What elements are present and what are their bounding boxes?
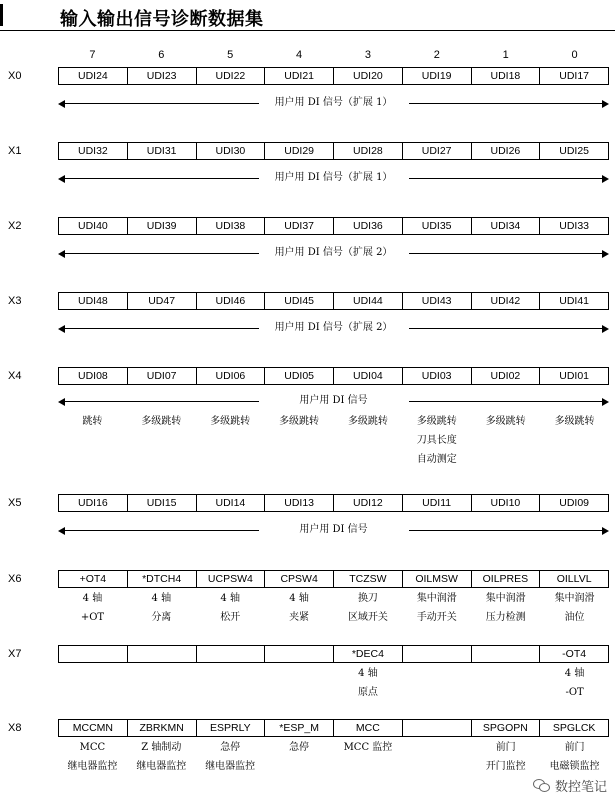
chat-bubble-icon — [533, 779, 551, 793]
watermark-text: 数控笔记 — [554, 780, 607, 795]
description-line: 手动开关 — [416, 612, 457, 623]
description-line: MCC 监控 — [343, 742, 393, 753]
signal-cell: UDI11 — [403, 495, 472, 511]
description-line: 多级跳转 — [485, 416, 526, 427]
signal-cell: *ESP_M — [265, 720, 334, 736]
description-column — [402, 664, 471, 702]
description-line: 自动测定 — [416, 454, 457, 465]
signal-cell: UDI23 — [128, 68, 197, 84]
signal-cell: UDI26 — [472, 143, 541, 159]
signal-cell: SPGOPN — [472, 720, 541, 736]
signal-cell: UDI18 — [472, 68, 541, 84]
bit-cells — [58, 645, 609, 663]
description-column — [471, 589, 540, 627]
description-column — [265, 412, 334, 469]
signal-cell: *DTCH4 — [128, 571, 197, 587]
description-line: 压力检测 — [485, 612, 526, 623]
description-column — [471, 664, 540, 702]
signal-cell: UDI45 — [265, 293, 334, 309]
signal-cell — [59, 646, 128, 662]
span-arrow — [58, 394, 609, 410]
signal-cell: UDI22 — [197, 68, 266, 84]
description-line: 油位 — [564, 612, 585, 623]
description-column — [58, 664, 127, 702]
description-column — [127, 664, 196, 702]
span-note: 用户用 DI 信号（扩展 2） — [274, 247, 393, 258]
signal-cell: UDI43 — [403, 293, 472, 309]
description-line: 多级跳转 — [554, 416, 595, 427]
signal-cell: OILLVL — [556, 573, 592, 585]
description-line: 4 轴 — [564, 668, 585, 679]
description-line: 集中润滑 — [554, 593, 595, 604]
signal-cell: UDI46 — [197, 293, 266, 309]
bit-number: 2 — [433, 49, 440, 61]
row-address-label: X1 — [8, 145, 22, 157]
description-column — [540, 589, 609, 627]
description-line: 4 轴 — [151, 593, 172, 604]
description-line: 多级跳转 — [279, 416, 320, 427]
signal-cell: UDI24 — [59, 68, 128, 84]
row-address-label: X2 — [8, 220, 22, 232]
bit-number: 6 — [158, 49, 165, 61]
page-title: 输入输出信号诊断数据集 — [60, 9, 264, 30]
description-column — [196, 664, 265, 702]
signal-cell: UDI34 — [472, 218, 541, 234]
description-column — [58, 412, 127, 469]
description-line: 刀具长度 — [416, 435, 457, 446]
bit-number: 4 — [296, 49, 303, 61]
description-column — [127, 412, 196, 469]
bit-cells — [58, 367, 609, 385]
signal-cell: UDI40 — [59, 218, 128, 234]
signal-cell: UDI42 — [472, 293, 541, 309]
description-column — [196, 738, 265, 776]
signal-cell: UDI30 — [197, 143, 266, 159]
span-note: 用户用 DI 信号（扩展 2） — [274, 322, 393, 333]
span-note: 用户用 DI 信号 — [299, 395, 368, 406]
bit-number: 7 — [89, 49, 96, 61]
description-line: 电磁锁监控 — [549, 761, 600, 772]
signal-cell: UDI44 — [334, 293, 403, 309]
bit-number: 0 — [571, 49, 578, 61]
signal-cell — [472, 646, 541, 662]
signal-cell: UDI05 — [265, 368, 334, 384]
description-column — [265, 738, 334, 776]
description-column — [540, 738, 609, 776]
description-line: 4 轴 — [220, 593, 240, 604]
signal-cell: UDI29 — [265, 143, 334, 159]
signal-cell — [403, 646, 472, 662]
description-column — [402, 589, 471, 627]
signal-cell: OILPRES — [472, 571, 541, 587]
signal-cell: UD47 — [128, 293, 197, 309]
signal-cell: UDI27 — [403, 143, 472, 159]
description-line: -OT — [565, 687, 584, 698]
signal-cell: SPGLCK — [552, 722, 596, 734]
description-line: 继电器监控 — [205, 761, 256, 772]
signal-cell: UDI31 — [128, 143, 197, 159]
description-line: Z 轴制动 — [141, 742, 182, 753]
description-line: 前门 — [495, 742, 516, 753]
signal-cell: ESPRLY — [197, 720, 266, 736]
description-line: 原点 — [357, 687, 378, 698]
description-column — [471, 412, 540, 469]
bit-cells — [58, 570, 609, 588]
description-column — [127, 589, 196, 627]
description-column — [540, 412, 609, 469]
signal-cell: UDI13 — [265, 495, 334, 511]
signal-cell: MCCMN — [59, 720, 128, 736]
signal-cell: UDI03 — [403, 368, 472, 384]
signal-cell: UDI37 — [265, 218, 334, 234]
signal-cell: MCC — [334, 720, 403, 736]
description-line: 集中润滑 — [416, 593, 457, 604]
bit-descriptions — [58, 412, 609, 469]
bit-cells — [58, 292, 609, 310]
row-address-label: X4 — [8, 370, 22, 382]
description-line: 4 轴 — [358, 668, 378, 679]
description-line: 换刀 — [357, 593, 378, 604]
description-column — [265, 664, 334, 702]
description-line: MCC — [79, 742, 106, 753]
span-note: 用户用 DI 信号（扩展 1） — [274, 97, 393, 108]
signal-cell: *DEC4 — [334, 646, 403, 662]
span-arrow — [58, 171, 609, 187]
row-address-label: X3 — [8, 295, 22, 307]
signal-cell: UDI14 — [197, 495, 266, 511]
description-line: 4 轴 — [289, 593, 309, 604]
description-column — [402, 738, 471, 776]
span-arrow — [58, 523, 609, 539]
signal-cell: TCZSW — [334, 571, 403, 587]
span-note: 用户用 DI 信号 — [299, 524, 368, 535]
signal-cell: UDI06 — [197, 368, 266, 384]
description-line: 急停 — [289, 742, 310, 753]
description-line: 前门 — [564, 742, 585, 753]
description-line: 集中润滑 — [485, 593, 526, 604]
signal-cell: UDI48 — [59, 293, 128, 309]
signal-cell: UDI19 — [403, 68, 472, 84]
signal-cell: UDI04 — [334, 368, 403, 384]
signal-cell: UDI09 — [559, 497, 589, 509]
signal-cell: +OT4 — [59, 571, 128, 587]
signal-cell: UDI15 — [128, 495, 197, 511]
bit-cells — [58, 494, 609, 512]
description-column — [196, 412, 265, 469]
signal-cell — [403, 720, 472, 736]
bit-number: 1 — [502, 49, 509, 61]
description-line: 多级跳转 — [210, 416, 251, 427]
signal-cell: UDI16 — [59, 495, 128, 511]
signal-cell: UDI01 — [559, 370, 589, 382]
span-note: 用户用 DI 信号（扩展 1） — [274, 172, 393, 183]
signal-cell: UDI20 — [334, 68, 403, 84]
description-column — [58, 738, 127, 776]
row-address-label: X5 — [8, 497, 22, 509]
bit-descriptions — [58, 738, 609, 776]
description-column — [402, 412, 471, 469]
signal-cell: UDI07 — [128, 368, 197, 384]
bit-cells — [58, 217, 609, 235]
description-column — [334, 738, 403, 776]
signal-cell: CPSW4 — [265, 571, 334, 587]
description-line: 分离 — [151, 612, 172, 623]
description-line: 夹紧 — [289, 612, 310, 623]
span-arrow — [58, 321, 609, 337]
row-address-label: X6 — [8, 573, 22, 585]
description-column — [471, 738, 540, 776]
description-line: 多级跳转 — [347, 416, 388, 427]
signal-cell: UDI28 — [334, 143, 403, 159]
bit-descriptions — [58, 664, 609, 702]
description-line: 多级跳转 — [141, 416, 182, 427]
bit-number: 5 — [227, 49, 234, 61]
signal-cell: UDI02 — [472, 368, 541, 384]
signal-cell — [197, 646, 266, 662]
description-line: 区域开关 — [347, 612, 388, 623]
row-address-label: X8 — [8, 722, 22, 734]
signal-cell: UDI25 — [559, 145, 589, 157]
signal-cell: UDI41 — [559, 295, 589, 307]
signal-cell — [128, 646, 197, 662]
signal-cell: UDI36 — [334, 218, 403, 234]
title-bar — [0, 0, 615, 31]
signal-cell: UDI10 — [472, 495, 541, 511]
description-column — [334, 664, 403, 702]
bit-cells — [58, 142, 609, 160]
description-column — [334, 589, 403, 627]
signal-cell: -OT4 — [562, 648, 587, 660]
description-column — [127, 738, 196, 776]
signal-cell: UCPSW4 — [197, 571, 266, 587]
signal-cell: UDI12 — [334, 495, 403, 511]
description-line: 跳转 — [82, 416, 103, 427]
description-line: +OT — [80, 612, 105, 623]
row-address-label: X7 — [8, 648, 22, 660]
description-line: 松开 — [220, 612, 241, 623]
span-arrow — [58, 246, 609, 262]
watermark — [533, 776, 607, 795]
signal-cell: UDI08 — [59, 368, 128, 384]
signal-cell — [265, 646, 334, 662]
bit-number: 3 — [364, 49, 371, 61]
description-line: 继电器监控 — [67, 761, 118, 772]
signal-cell: UDI32 — [59, 143, 128, 159]
signal-cell: UDI38 — [197, 218, 266, 234]
bit-cells — [58, 67, 609, 85]
bit-cells — [58, 719, 609, 737]
description-line: 多级跳转 — [416, 416, 457, 427]
signal-cell: UDI21 — [265, 68, 334, 84]
description-column — [58, 589, 127, 627]
signal-cell: UDI33 — [559, 220, 589, 232]
signal-cell: OILMSW — [403, 571, 472, 587]
bit-number-header — [58, 49, 609, 63]
signal-cell: UDI35 — [403, 218, 472, 234]
description-line: 4 轴 — [82, 593, 103, 604]
description-column — [265, 589, 334, 627]
description-column — [540, 664, 609, 702]
row-address-label: X0 — [8, 70, 22, 82]
signal-cell: ZBRKMN — [128, 720, 197, 736]
title-marker — [0, 4, 3, 26]
description-column — [334, 412, 403, 469]
signal-cell: UDI17 — [559, 70, 589, 82]
signal-cell: UDI39 — [128, 218, 197, 234]
bit-descriptions — [58, 589, 609, 627]
span-arrow — [58, 96, 609, 112]
description-column — [196, 589, 265, 627]
description-line: 继电器监控 — [136, 761, 187, 772]
description-line: 开门监控 — [485, 761, 526, 772]
description-line: 急停 — [220, 742, 241, 753]
